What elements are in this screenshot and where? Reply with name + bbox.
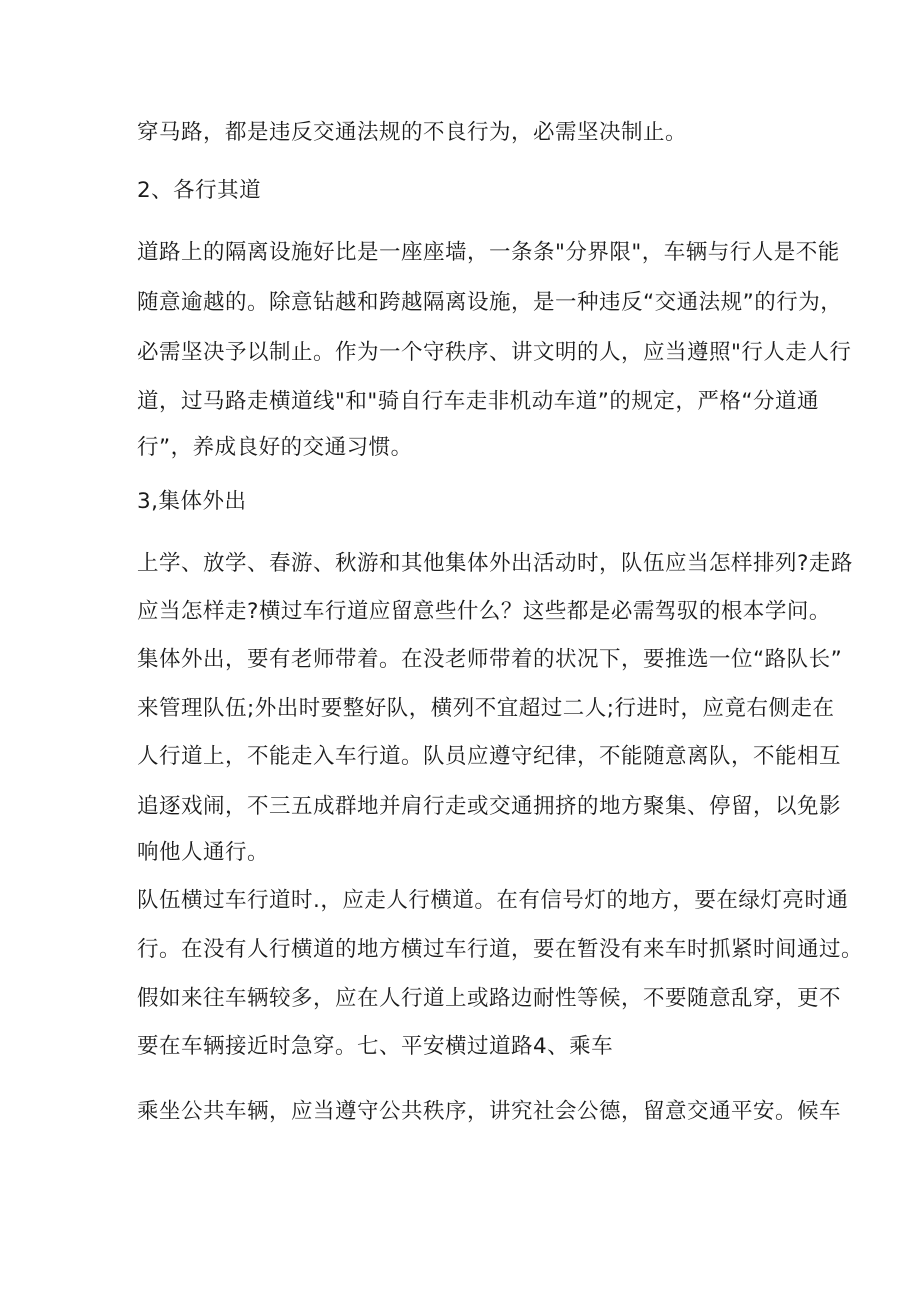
paragraph-line: 道，过马路走横道线"和"骑自行车走非机动车道”的规定，严格“分道通 — [137, 389, 820, 414]
paragraph-line: 行”，养成良好的交通习惯。 — [137, 435, 413, 460]
paragraph-line: 必需坚决予以制止。作为一个守秩序、讲文明的人，应当遵照"行人走人行 — [137, 340, 852, 365]
paragraph-line: 人行道上，不能走入车行道。队员应遵守纪律，不能随意离队，不能相互 — [137, 744, 842, 769]
paragraph-line: 上学、放学、春游、秋游和其他集体外出活动时，队伍应当怎样排列?走路 — [137, 551, 853, 576]
paragraph-line: 追逐戏闹，不三五成群地并肩行走或交通拥挤的地方聚集、停留，以免影 — [137, 794, 842, 819]
paragraph-line: 队伍横过车行道时.，应走人行横道。在有信号灯的地方，要在绿灯亮时通 — [137, 888, 849, 913]
paragraph-line: 穿马路，都是违反交通法规的不良行为，必需坚决制止。 — [137, 120, 688, 145]
section-heading: 3,集体外出 — [137, 489, 247, 514]
paragraph-line: 来管理队伍;外出时要整好队，横列不宜超过二人;行进时，应竟右侧走在 — [137, 696, 835, 721]
paragraph-line: 响他人通行。 — [137, 840, 270, 865]
paragraph-line: 行。在没有人行横道的地方横过车行道，要在暂没有来车时抓紧时间通过。 — [137, 937, 864, 962]
paragraph-line: 要在车辆接近时急穿。七、平安横过道路4、乘车 — [137, 1034, 614, 1059]
paragraph-line: 假如来往车辆较多，应在人行道上或路边耐性等候，不要随意乱穿，更不 — [137, 986, 842, 1011]
paragraph-line: 应当怎样走?横过车行道应留意些什么？这些都是必需驾驭的根本学问。 — [137, 599, 831, 624]
paragraph-line: 道路上的隔离设施好比是一座座墙，一条条"分界限"，车辆与行人是不能 — [137, 240, 840, 265]
paragraph-line: 集体外出，要有老师带着。在没老师带着的状况下，要推选一位“路队长” — [137, 647, 843, 672]
paragraph-line: 随意逾越的。除意钻越和跨越隔离设施，是一种违反“交通法规”的行为， — [137, 290, 843, 315]
paragraph-line: 乘坐公共车辆，应当遵守公共秩序，讲究社会公德，留意交通平安。候车 — [137, 1099, 842, 1124]
section-heading: 2、各行其道 — [137, 178, 262, 203]
